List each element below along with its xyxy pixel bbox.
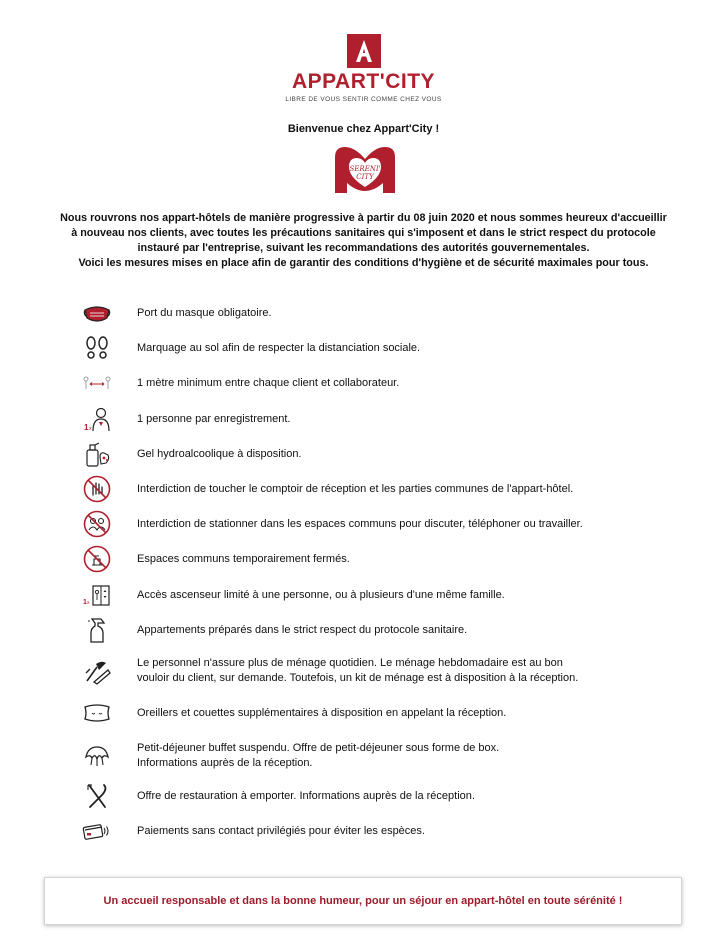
svg-text:x: x bbox=[89, 426, 92, 432]
brand-name: APPART'CITY bbox=[291, 70, 436, 93]
svg-text:1: 1 bbox=[83, 599, 87, 606]
measure-text: Interdiction de stationner dans les espaces communs pour discuter, téléphoner ou travailler. bbox=[137, 517, 583, 530]
one-person-icon bbox=[76, 402, 118, 436]
measure-text: Oreillers et couettes supplémentaires à disposition en appelant la réception. bbox=[137, 706, 507, 719]
mask-icon bbox=[76, 296, 118, 330]
measure-item bbox=[0, 578, 727, 614]
measure-item bbox=[0, 542, 727, 578]
spray-icon bbox=[76, 613, 118, 647]
measure-text: 1 personne par enregistrement. bbox=[137, 412, 291, 425]
contactless-card-icon bbox=[76, 814, 118, 848]
badge-line1: SERENI' bbox=[349, 165, 381, 173]
croissant-icon bbox=[76, 737, 118, 775]
measure-item bbox=[0, 613, 727, 649]
measure-text: Accès ascenseur limité à une personne, ou à plusieurs d'une même famille. bbox=[137, 588, 505, 601]
measure-text: Petit-déjeuner buffet suspendu. Offre de petit-déjeuner sous forme de box. Informations auprès de la réception. bbox=[137, 742, 500, 769]
measure-item bbox=[0, 737, 727, 779]
brand-tagline: LIBRE DE VOUS SENTIR COMME CHEZ VOUS bbox=[285, 96, 442, 103]
measure-item bbox=[0, 437, 727, 473]
measure-item bbox=[0, 402, 727, 438]
brand-logo bbox=[0, 34, 727, 103]
measure-item bbox=[0, 652, 727, 694]
measure-text: Offre de restauration à emporter. Informations auprès de la réception. bbox=[137, 789, 475, 802]
badge-line2: CITY bbox=[356, 173, 374, 181]
measure-text: Le personnel n'assure plus de ménage quotidien. Le ménage hebdomadaire est au bon vouloir du client, sur demande. Toutefois, un kit de ménage est à disposition à la réception. bbox=[137, 657, 579, 684]
measure-item bbox=[0, 696, 727, 732]
intro-line: instauré par l'entreprise, suivant les recommandations des autorités gouvernementales. bbox=[137, 242, 590, 254]
cutlery-icon bbox=[76, 779, 118, 813]
measure-text: Paiements sans contact privilégiés pour éviter les espèces. bbox=[137, 824, 425, 837]
distance-icon bbox=[76, 366, 118, 400]
svg-text:x: x bbox=[87, 600, 90, 606]
welcome-heading: Bienvenue chez Appart'City ! bbox=[287, 123, 440, 135]
intro-line: Nous rouvrons nos appart-hôtels de manière progressive à partir du 08 juin 2020 et nous sommes heureux d'accueillir bbox=[60, 212, 667, 224]
svg-text:1: 1 bbox=[84, 423, 89, 432]
no-gathering-icon bbox=[76, 507, 118, 541]
measure-text: Marquage au sol afin de respecter la distanciation sociale. bbox=[137, 341, 421, 354]
measure-item bbox=[0, 779, 727, 815]
measure-text: Port du masque obligatoire. bbox=[137, 306, 272, 319]
measure-item bbox=[0, 814, 727, 850]
serenicity-badge-icon bbox=[331, 143, 399, 199]
measure-text: Appartements préparés dans le strict respect du protocole sanitaire. bbox=[137, 623, 468, 636]
measure-item bbox=[0, 507, 727, 543]
intro-line: Voici les mesures mises en place afin de garantir des conditions d'hygiène et de sécurité maximales pour tous. bbox=[78, 257, 649, 269]
appartcity-logo-icon bbox=[347, 34, 381, 68]
closed-areas-icon bbox=[76, 542, 118, 576]
measure-text: Espaces communs temporairement fermés. bbox=[137, 552, 350, 565]
intro-line: à nouveau nos clients, avec toutes les précautions sanitaires qui s'imposent et dans le strict respect du protocole bbox=[71, 227, 656, 239]
measure-item bbox=[0, 366, 727, 402]
measure-text: Gel hydroalcoolique à disposition. bbox=[137, 447, 302, 460]
measure-item bbox=[0, 331, 727, 367]
measure-text: Interdiction de toucher le comptoir de réception et les parties communes de l'appart-hôtel. bbox=[137, 482, 574, 495]
pillow-icon bbox=[76, 696, 118, 730]
measure-text: 1 mètre minimum entre chaque client et collaborateur. bbox=[137, 376, 400, 389]
intro-paragraph bbox=[40, 211, 687, 271]
elevator-icon bbox=[76, 578, 118, 612]
measure-item bbox=[0, 472, 727, 508]
no-touch-icon bbox=[76, 472, 118, 506]
footer-message: Un accueil responsable et dans la bonne humeur, pour un séjour en appart-hôtel en toute sérénité ! bbox=[103, 895, 623, 907]
hand-gel-icon bbox=[76, 437, 118, 471]
footer-banner bbox=[44, 877, 682, 925]
footprints-icon bbox=[76, 331, 118, 365]
cleaning-tools-icon bbox=[76, 652, 118, 690]
measure-item bbox=[0, 296, 727, 332]
